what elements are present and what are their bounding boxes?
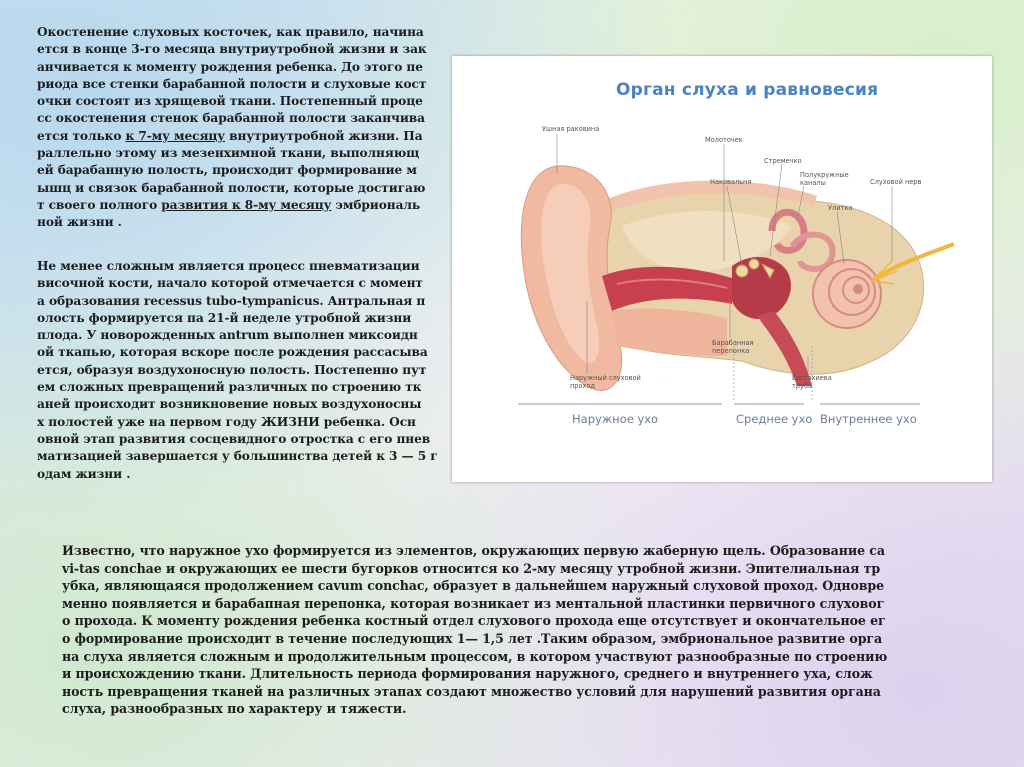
text-line: т своего полного (37, 197, 162, 212)
text-line: убка, являющаяся продолжением cavum conchac, образует в дальнейшем наружный слуховой проход. Одновре (62, 578, 885, 594)
text-line: ность превращения тканей на различных этапах создают множество условий для нарушений развития органа (62, 683, 881, 699)
text-line: Окостенение слуховых косточек, как правило, начина (37, 25, 424, 39)
text-line: риода все стенки барабанной полости и слуховые кост (37, 76, 427, 91)
text-line: ной жизни . (37, 215, 122, 230)
text-line: а образования recessus tubo-tympanicus. Антральная п (37, 293, 426, 308)
text-line: одам жизни . (37, 466, 131, 481)
text-line: Известно, что наружное ухо формируется из элементов, окружающих первую жаберную щель. Образование са (62, 543, 885, 558)
text-line: олость формируется па 21-й неделе утробной жизни (37, 310, 412, 325)
label-eustachian-tube: Евстахиева труба (792, 374, 832, 390)
label-incus: Наковальня (710, 178, 752, 186)
text-line: аней происходит возникновение новых воздухоносны (37, 397, 422, 412)
text-line: ем сложных превращений различных по строению тк (37, 380, 422, 395)
text-line: сс окостенения стенок барабанной полости заканчива (37, 111, 425, 126)
label-eardrum: Барабанная перепонка (712, 339, 754, 355)
text-line: о формирование происходит в течение последующих 1— 1,5 лет .Таким образом, эмбриональное развитие орга (62, 630, 883, 646)
paragraph-outer-ear-development (62, 542, 887, 718)
text-line: менно появляется и барабапная перепонка, которая возникает из ментальной пластинки первичного слуховог (62, 595, 885, 611)
text-line: внутриутробной жизни. Па (225, 128, 423, 143)
label-semicircular-canals: Полукружные каналы (800, 171, 849, 187)
text-line: и происхождению ткани. Длительность периода формирования наружного, среднего и внутреннего уха, слож (62, 666, 873, 682)
label-stapes: Стремечко (764, 157, 802, 165)
text-line: плода. У новорожденных antrum выполнен миксоидн (37, 328, 418, 343)
paragraph-pneumatization (37, 258, 438, 483)
text-line: очки состоят из хрящевой ткани. Постепенный проце (37, 94, 423, 109)
text-line: ется в конце 3-го месяца внутриутробной жизни и зак (37, 42, 427, 57)
text-line: на слуха является сложным и продолжительным процессом, в котором участвуют разнообразные по строению (62, 648, 888, 664)
text-line: ой ткапью, которая вскоре после рождения рассасыва (37, 345, 428, 360)
section-middle-ear: Среднее ухо (736, 412, 813, 426)
label-ear-canal: Наружный слуховой проход (570, 374, 641, 390)
text-line: раллельно этому из мезенхимной ткани, выполняющ (37, 146, 420, 161)
text-line: vi-tas conchae и окружающих ее шести бугорков относится ко 2-му месяцу утробной жизни. Эпителиальная тр (62, 560, 881, 576)
label-auditory-nerve: Слуховой нерв (870, 178, 922, 186)
label-cochlea: Улитка (828, 204, 853, 212)
text-line: о прохода. К моменту рождения ребенка костный отдел слухового прохода еще отсутствует и окончательное ег (62, 613, 886, 629)
text-line: ышц и связок барабанной полости, которые достигаю (37, 180, 426, 195)
section-inner-ear: Внутреннее ухо (820, 412, 917, 426)
text-line: ется только (37, 128, 126, 143)
text-line: ется, образуя воздухоносную полость. Постепенно пут (37, 362, 427, 377)
text-line: ей барабанную полость, происходит формирование м (37, 163, 417, 178)
ear-anatomy-figure (452, 56, 992, 482)
figure-title: Орган слуха и равновесия (616, 80, 879, 100)
section-outer-ear: Наружное ухо (572, 412, 659, 426)
text-line: височной кости, начало которой отмечается с момент (37, 276, 423, 291)
paragraph-ossification (37, 24, 427, 232)
label-pinna: Ушная раковина (542, 125, 600, 133)
text-line: Не менее сложным является процесс пневматизации (37, 259, 420, 273)
text-line: х полостей уже на первом году ЖИЗНИ ребенка. Осн (37, 414, 416, 429)
text-line: овной этап развития сосцевидного отростка с его пнев (37, 431, 431, 446)
text-line: эмбриональ (331, 197, 421, 212)
text-line: матизацией завершается у большинства детей к 3 — 5 г (37, 449, 438, 464)
underlined-text: развития к 8-му месяцу (161, 197, 332, 212)
label-malleus: Молоточек (705, 136, 743, 144)
text-line: слуха, разнообразных по характеру и тяжести. (62, 701, 407, 717)
underlined-text: к 7-му месяцу (125, 128, 225, 143)
text-line: анчивается к моменту рождения ребенка. До этого пе (37, 59, 423, 74)
